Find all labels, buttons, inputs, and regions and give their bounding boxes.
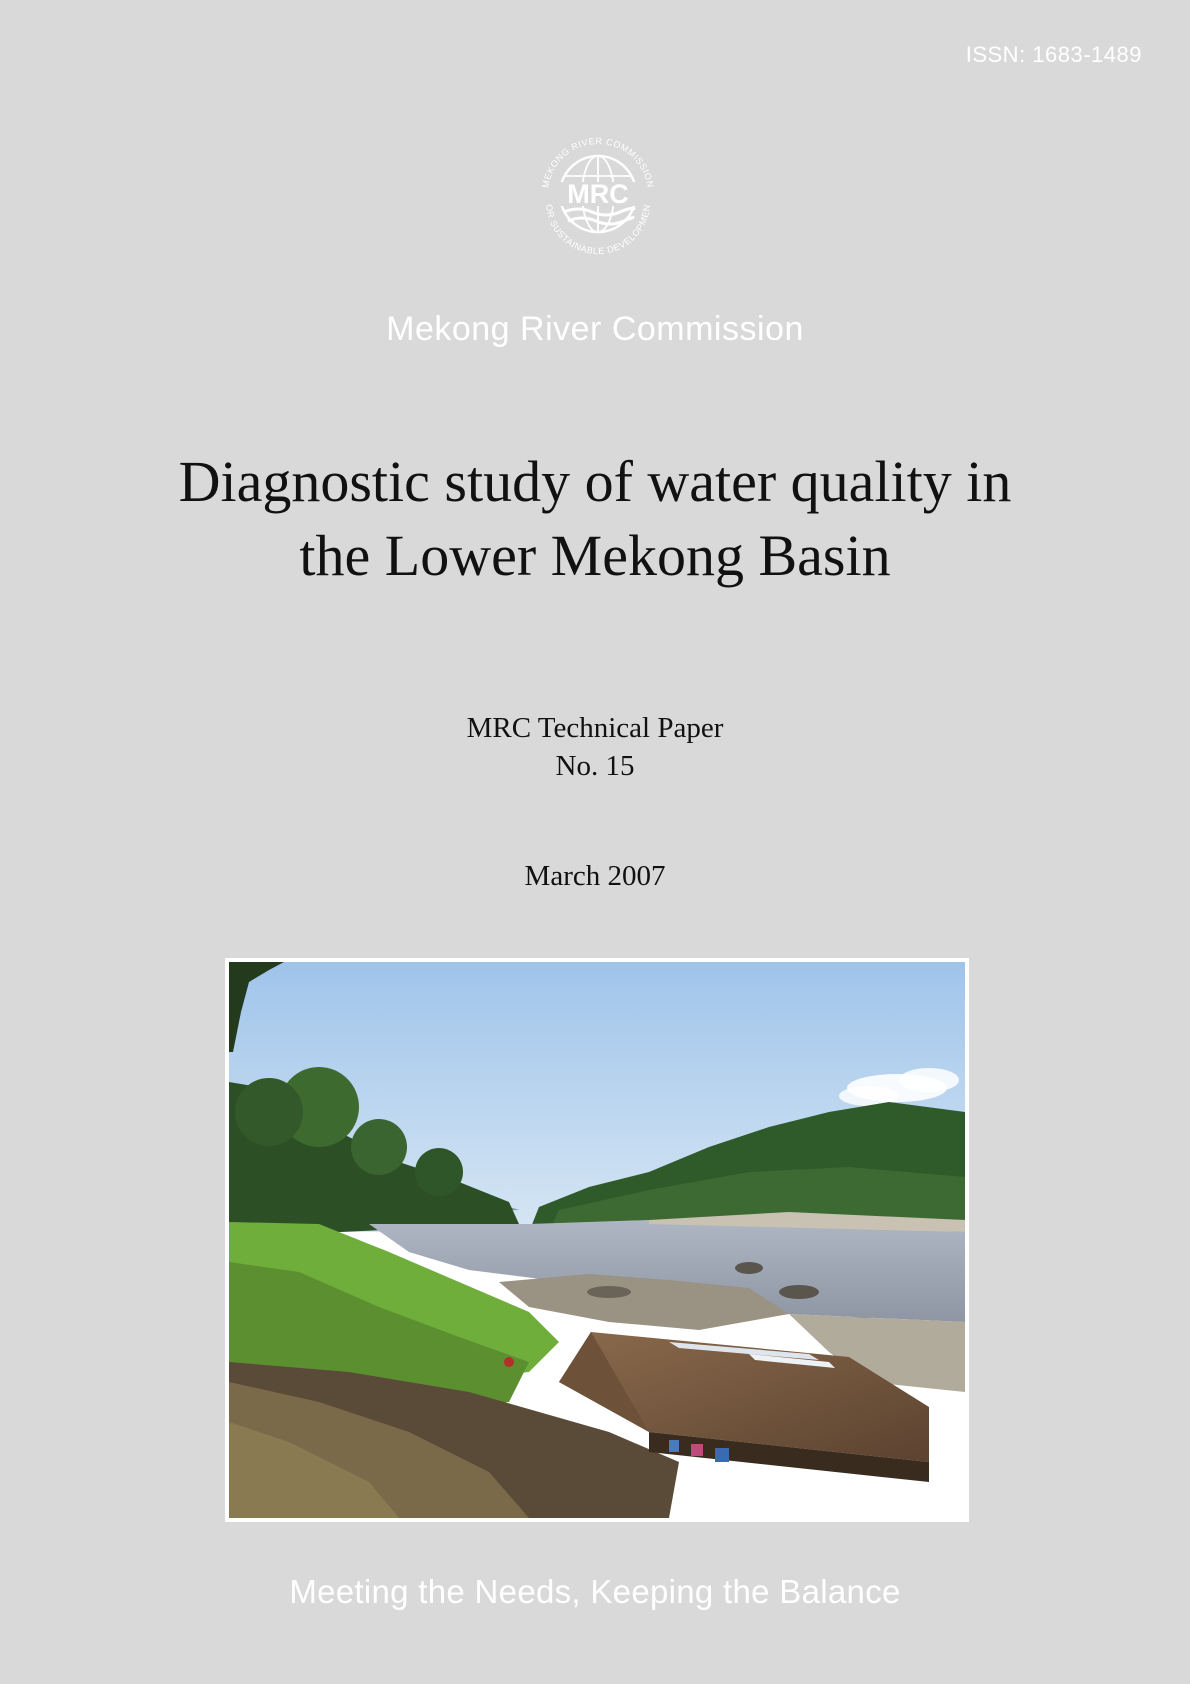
series-block <box>0 709 1190 785</box>
title-line-1: Diagnostic study of water quality in <box>178 449 1012 514</box>
mrc-logo <box>528 124 668 264</box>
publication-date: March 2007 <box>524 860 666 892</box>
mrc-logo-icon <box>528 124 668 264</box>
logo-ring-bottom-text: OR SUSTAINABLE DEVELOPMEN <box>543 203 653 257</box>
series-name: MRC Technical Paper <box>466 712 724 744</box>
organization-name: Mekong River Commission <box>386 310 804 348</box>
river-landscape-image <box>229 962 965 1518</box>
title-line-2: the Lower Mekong Basin <box>299 523 891 588</box>
document-title <box>80 445 1110 593</box>
series-number: No. 15 <box>555 750 635 782</box>
logo-abbreviation: MRC <box>567 179 629 209</box>
issn-number: ISSN: 1683-1489 <box>965 42 1142 67</box>
logo-ring-top-text: MEKONG RIVER COMMISSION <box>540 135 656 189</box>
tagline: Meeting the Needs, Keeping the Balance <box>289 1573 901 1610</box>
cover-photo <box>225 958 969 1522</box>
